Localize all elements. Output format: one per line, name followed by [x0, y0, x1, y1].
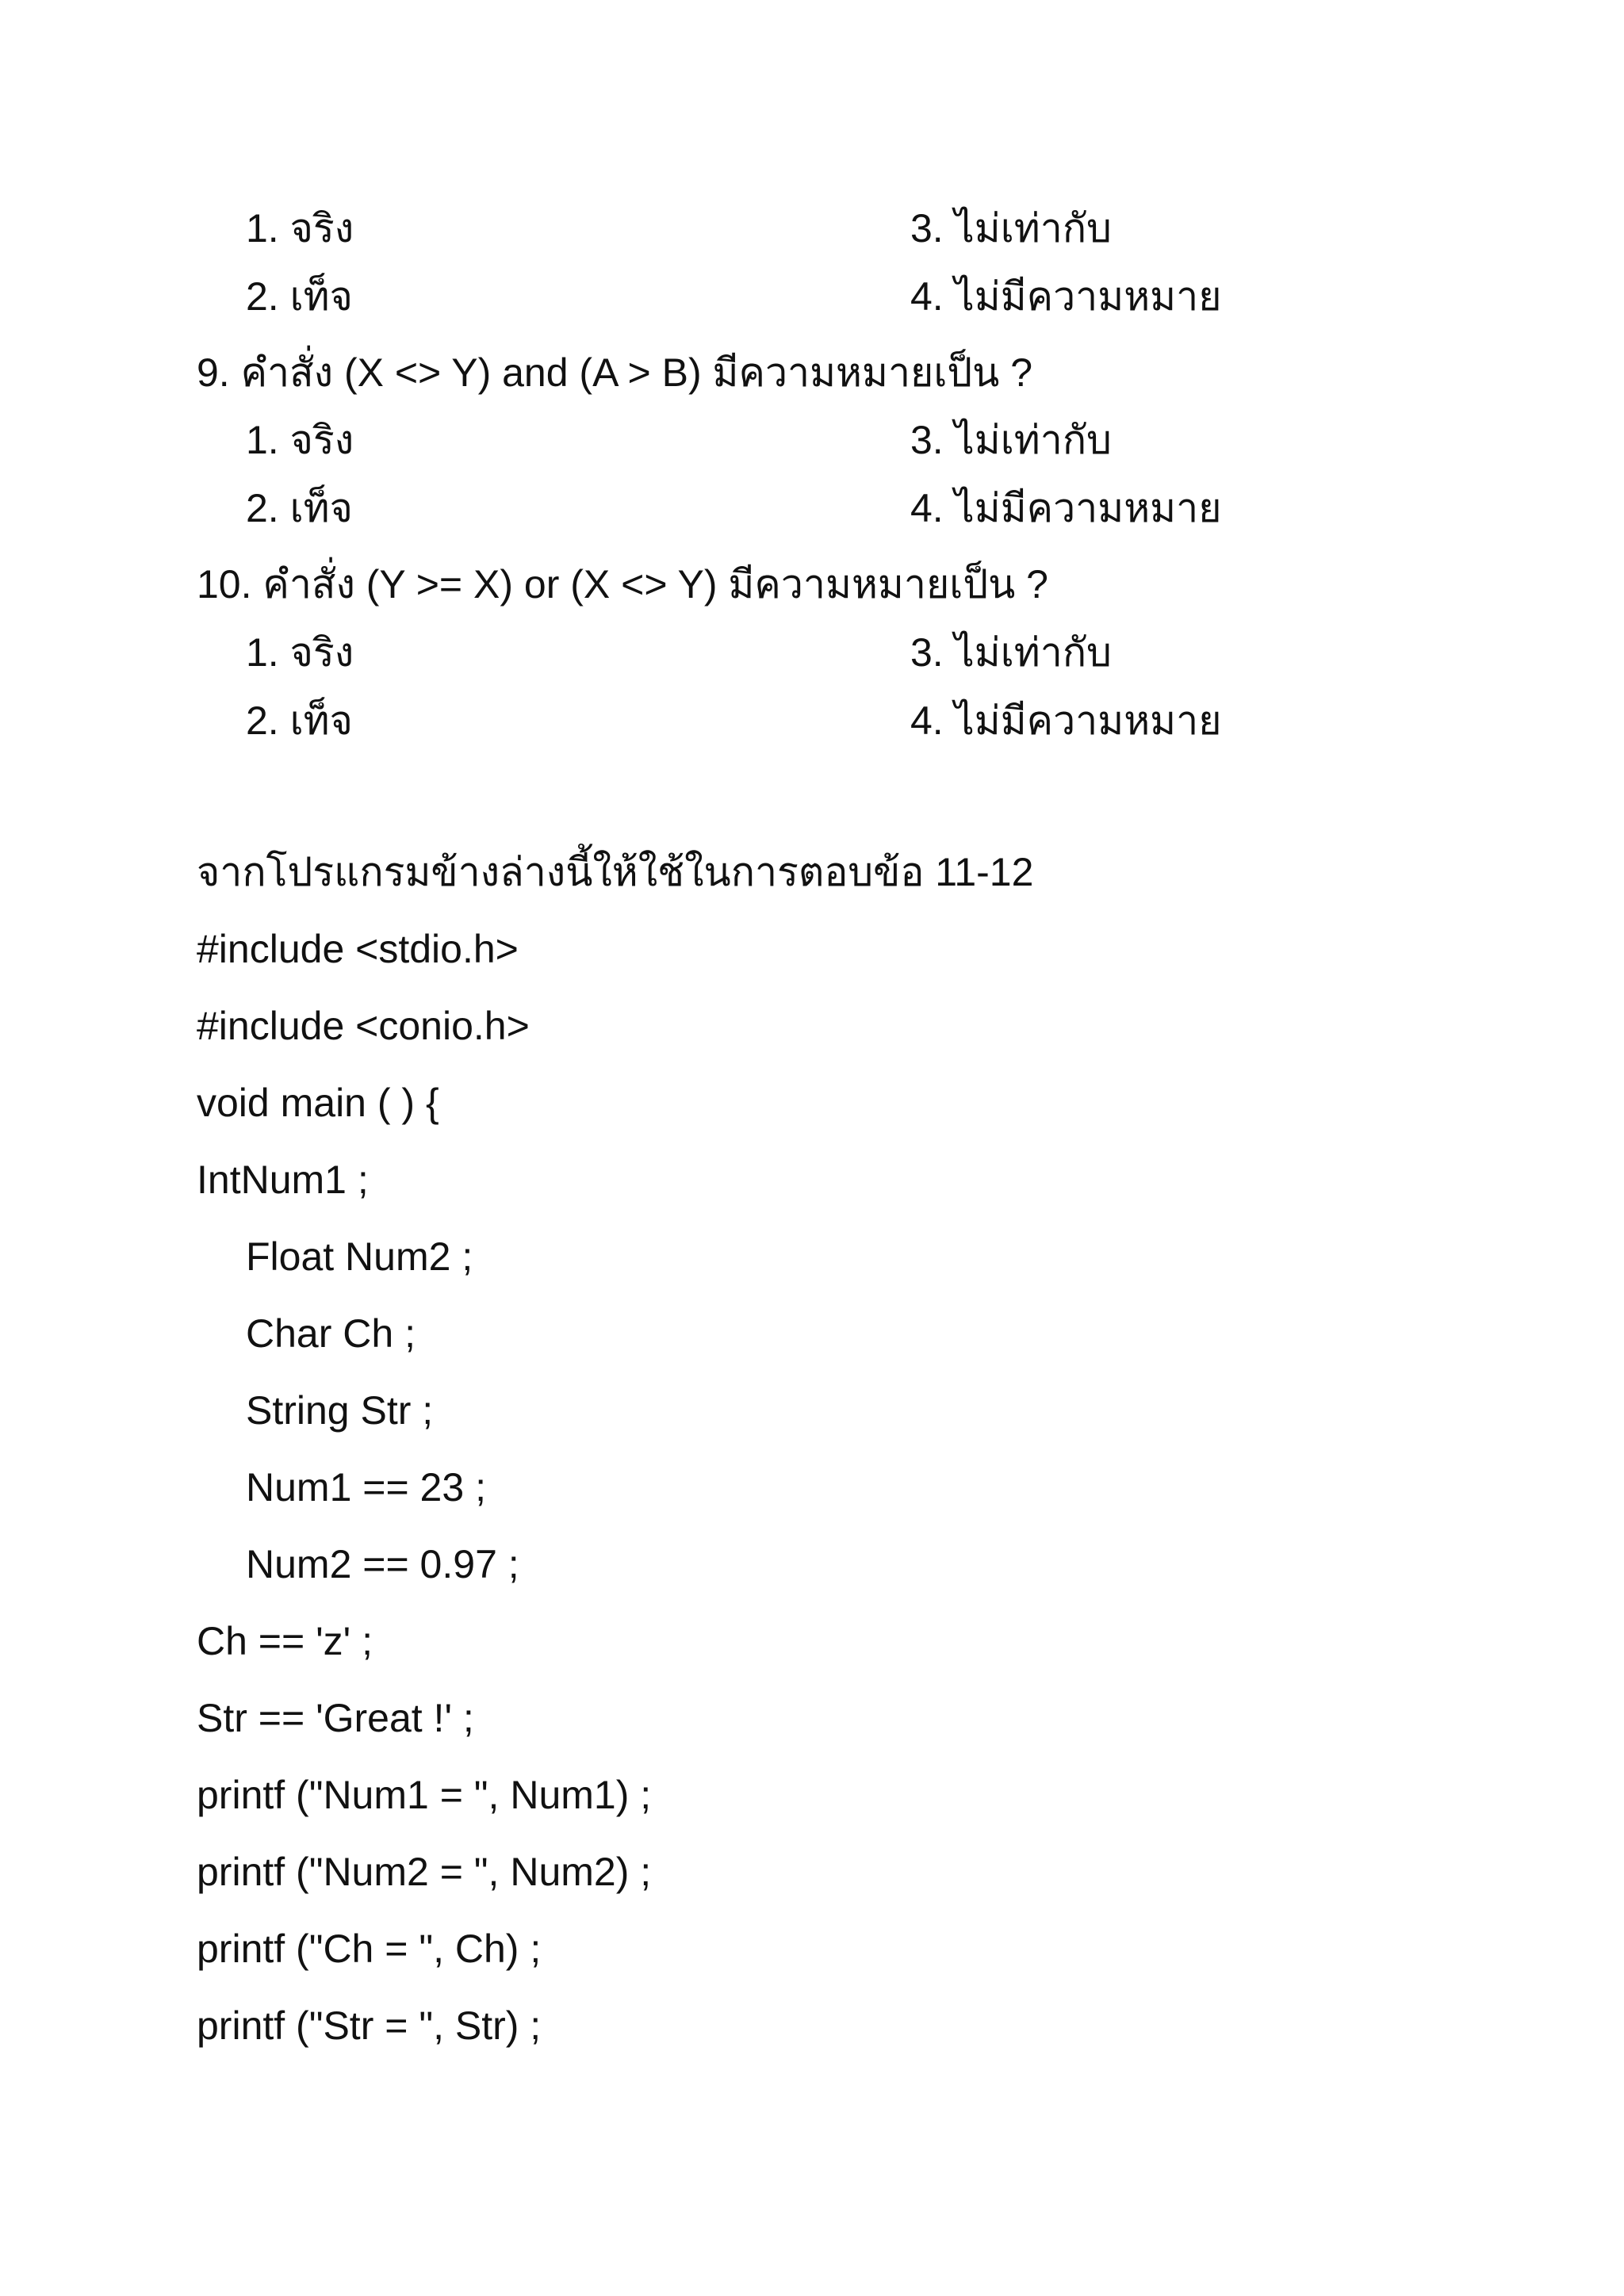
option-3: 3. ไม่เท่ากับ: [910, 206, 1112, 251]
question-10-option-4: 4. ไม่มีความหมาย: [910, 698, 1222, 743]
code-line: Num1 == 23 ;: [246, 1465, 486, 1510]
code-line: void main ( ) {: [197, 1081, 439, 1125]
code-line: printf ("Num2 = ", Num2) ;: [197, 1850, 652, 1894]
code-line: printf ("Str = ", Str) ;: [197, 2003, 542, 2048]
question-9-option-2: 2. เท็จ: [246, 486, 353, 530]
question-9-option-4: 4. ไม่มีความหมาย: [910, 486, 1222, 530]
code-line: Float Num2 ;: [246, 1234, 473, 1279]
question-9-option-1: 1. จริง: [246, 418, 354, 462]
question-10: 10. คำสั่ง (Y >= X) or (X <> Y) มีความหมายเป็น ?: [197, 562, 1048, 607]
question-10-option-1: 1. จริง: [246, 630, 354, 675]
option-4: 4. ไม่มีความหมาย: [910, 274, 1222, 319]
code-line: Ch == 'z' ;: [197, 1619, 373, 1663]
code-line: #include <stdio.h>: [197, 927, 519, 971]
code-line: #include <conio.h>: [197, 1004, 530, 1048]
option-1: 1. จริง: [246, 206, 354, 251]
code-line: printf ("Ch = ", Ch) ;: [197, 1927, 542, 1971]
question-9: 9. คำสั่ง (X <> Y) and (A > B) มีความหมายเป็น ?: [197, 350, 1033, 395]
code-line: IntNum1 ;: [197, 1158, 369, 1202]
question-9-option-3: 3. ไม่เท่ากับ: [910, 418, 1112, 462]
question-10-option-2: 2. เท็จ: [246, 698, 353, 743]
question-10-option-3: 3. ไม่เท่ากับ: [910, 630, 1112, 675]
code-line: Str == 'Great !' ;: [197, 1696, 474, 1740]
code-line: Char Ch ;: [246, 1311, 416, 1356]
code-line: String Str ;: [246, 1388, 434, 1433]
code-line: Num2 == 0.97 ;: [246, 1542, 519, 1586]
option-2: 2. เท็จ: [246, 274, 353, 319]
program-intro: จากโปรแกรมข้างล่างนี้ให้ใช้ในการตอบข้อ 11-12: [197, 850, 1034, 894]
code-line: printf ("Num1 = ", Num1) ;: [197, 1773, 652, 1817]
